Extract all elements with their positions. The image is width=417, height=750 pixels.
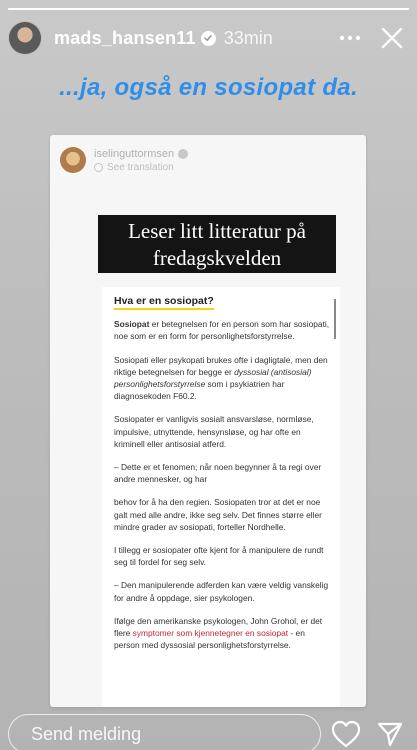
article-paragraph: – Den manipulerende adferden kan være veldig vanskelig for andre å oppdage, sier psykologen. <box>114 580 329 603</box>
verified-badge-icon <box>201 31 216 46</box>
article-heading: Hva er en sosiopat? <box>114 295 214 310</box>
article-paragraph: Sosiopat er betegnelsen for en person som har sosiopati, noe som er en form for personlighetsforstyrrelse. <box>114 319 330 342</box>
send-message-input[interactable] <box>8 714 321 750</box>
see-translation-link: See translation <box>107 161 174 173</box>
share-button[interactable] <box>371 715 409 750</box>
globe-icon <box>94 163 103 172</box>
article-scrollbar <box>334 299 336 339</box>
more-options-button[interactable] <box>333 21 367 55</box>
repost-header <box>60 147 188 173</box>
close-icon <box>380 26 404 50</box>
article-paragraph: Ifølge den amerikanske psykologen, John Grohol, er det flere symptomer som kjennetegner en sosiopat - en person med dyssosial personlighetsforstyrrelse. <box>114 615 323 651</box>
article-link: symptomer som kjennetegner en sosiopat <box>132 628 289 639</box>
repost-avatar <box>60 147 86 173</box>
username[interactable]: mads_hansen11 <box>54 27 196 48</box>
reposted-story-card[interactable] <box>50 135 366 707</box>
story-footer <box>8 714 409 750</box>
story-header <box>8 16 409 60</box>
article-screenshot <box>102 287 340 707</box>
repost-title-box <box>98 215 336 273</box>
repost-title-line1: Leser litt litteratur på <box>128 219 306 243</box>
repost-verified-icon <box>178 149 188 159</box>
send-icon <box>376 720 404 748</box>
repost-title-line2: fredagskvelden <box>152 246 282 270</box>
more-dots-icon <box>339 35 361 41</box>
article-paragraph: Sosiopater er vanligvis sosialt ansvarsløse, normløse, impulsive, utnyttende, hensynsløse, og har ofte en kriminell eller antisosial atferd. <box>114 414 314 449</box>
story-progress-fill <box>8 8 409 10</box>
heart-icon <box>331 720 361 748</box>
article-paragraph: Sosiopati eller psykopati brukes ofte i dagligtale, men den riktige betegnelsen for begge er dyssosial (antisosial) personlighetsforstyrrelse som i psykiatrien har diagnosekoden F60.2. <box>114 354 328 402</box>
article-paragraph: I tillegg er sosiopater ofte kjent for å manipulere de rundt seg til fordel for seg selv. <box>114 545 324 568</box>
story-timestamp: 33min <box>223 27 273 48</box>
repost-username: iselinguttormsen <box>94 147 175 160</box>
story-caption: ...ja, også en sosiopat da. <box>59 74 358 101</box>
story-progress-bar <box>8 8 409 10</box>
avatar[interactable] <box>8 21 42 55</box>
close-button[interactable] <box>375 21 409 55</box>
article-paragraph: – Dette er et fenomen; når noen begynner å ta regi over andre mennesker, og har <box>114 462 322 485</box>
like-button[interactable] <box>327 715 365 750</box>
article-paragraph: behov for å ha den regien. Sosiopaten tror at det er noe galt med alle andre, ikke seg selv. Det finnes større eller mindre grader av sosiopati, forteller Nordhelle. <box>114 497 322 532</box>
